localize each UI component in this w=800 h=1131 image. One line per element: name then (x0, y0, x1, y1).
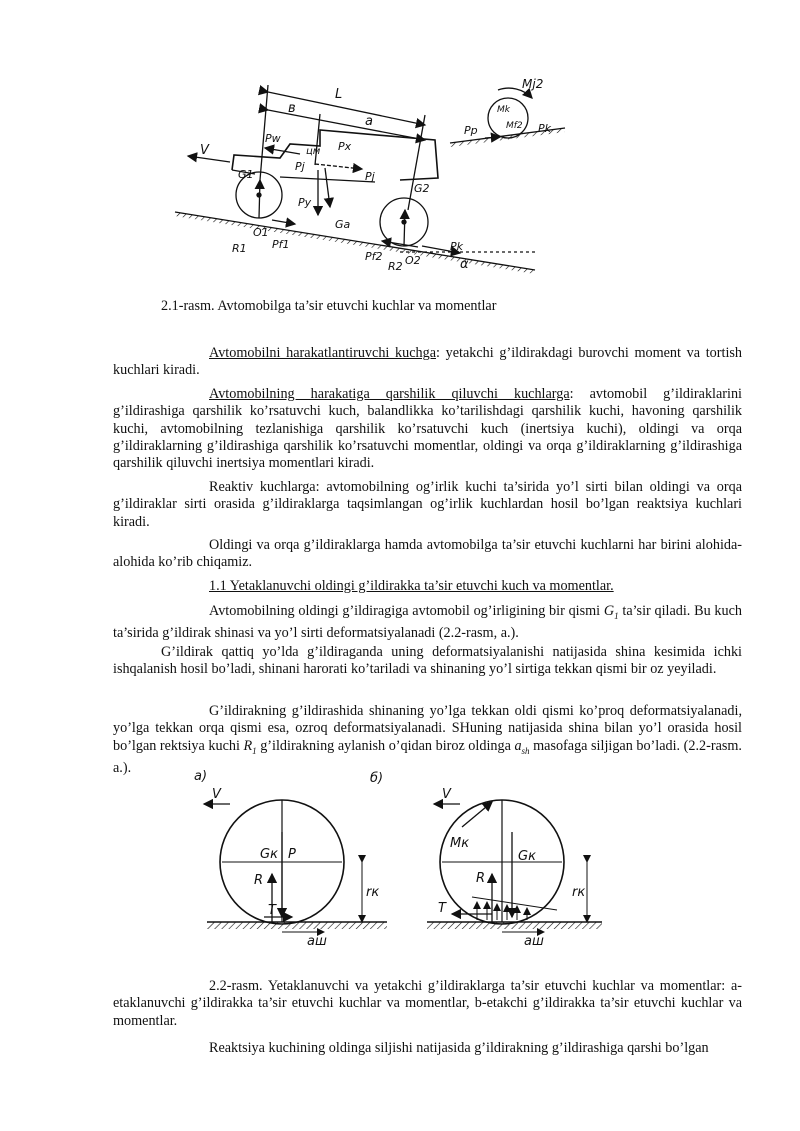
paragraph-resistance-forces-body: : avtomobil g’ildiraklarini g’ildirashiga qarshilik ko’rsatuvchi kuch, balandlikka ko’tarilishdagi qarshilik kuchi, havoning qarshilik kuchi, avtomobilning tezlanishiga qarshilik ko’rsatuvchi kuch (inertsiya kuchi), oldingi va orqa g’ildiraklarning g’ildirashiga qarshilik ko’rsatuvchi momentlar, oldingi va orqa g’ildiraklarning g’ildirashiga qarshilik qiluvchi inertsiya momentlari kiradi. (113, 386, 742, 472)
fig1-label-L: L (335, 87, 343, 102)
p5-text-a: Avtomobilning oldingi g’ildiragiga avtomobil og’irligining bir qismi (209, 603, 604, 619)
fig1-label-Mj2: Mj2 (522, 77, 544, 91)
paragraph-review: Oldingi va orqa g’ildiraklarga hamda avtomobilga ta’sir etuvchi kuchlarni har birini alohida-alohida ko’rib chiqamiz. (113, 537, 742, 571)
paragraph-hard-road: G’ildirak qattiq yo’lda g’ildiraganda uning deformatsiyalanishi natijasida shina kesimida ichki ishqalanish hosil bo’ladi, shinani harorati ko’tariladi va shinaning yo’l sirtiga tekkan qismi bir oz yeyiladi. (113, 644, 742, 678)
fig2-label-rk-a: rк (366, 885, 380, 900)
paragraph-driving-force-title: Avtomobilni harakatlantiruvchi kuchga (209, 345, 437, 361)
fig1-label-Pj2: Pj (365, 170, 375, 183)
fig1-label-alpha: α (460, 257, 469, 272)
paragraph-reaction-shift: Reaktsiya kuchining oldinga siljishi natijasida g’ildirakning g’ildirashiga qarshi bo’lgan (209, 1040, 709, 1056)
fig2-label-Mk-b: Mк (450, 836, 470, 851)
figure-2-2-wheel-forces (162, 762, 612, 972)
fig1-label-Pf2: Pf2 (365, 250, 383, 263)
fig1-label-b: в (288, 101, 296, 116)
fig1-label-Mf2: Mf2 (506, 121, 523, 131)
p7-symbol-a-sub: sh (521, 745, 530, 756)
paragraph-driving-force-body: : yetakchi g’ildirakdagi burovchi moment va tortish kuchlari kiradi. (113, 345, 742, 379)
figure-2-1-caption: 2.1-rasm. Avtomobilga ta’sir etuvchi kuchlar va momentlar (161, 298, 497, 314)
paragraph-driving-force (113, 345, 742, 380)
paragraph-resistance-forces (113, 386, 742, 472)
fig2-label-Gk-a: Gк (260, 847, 278, 862)
fig1-label-R1: R1 (232, 242, 247, 255)
fig1-label-Pj: Pj (295, 160, 305, 173)
figure-2-1-vehicle-forces (160, 70, 600, 286)
fig1-label-Pk2: Pk (538, 122, 552, 135)
fig2-label-ash-a: aш (307, 934, 327, 949)
p7-text-b: g’ildirakning aylanish o’qidan biroz oldinga (256, 737, 515, 754)
fig1-label-V: V (200, 143, 209, 158)
fig1-label-Pp: Pp (464, 124, 478, 137)
p7-text-c: masofaga siljigan bo’ladi. (2.2-rasm. a.). (113, 737, 742, 776)
fig1-label-O1: O1 (253, 226, 269, 239)
paragraph-front-wheel-weight (113, 603, 742, 642)
fig2-label-a: a) (194, 769, 208, 784)
p5-symbol-G-sub: 1 (614, 610, 619, 621)
fig2-label-P-a: P (288, 847, 296, 862)
p7-symbol-a: a (514, 737, 522, 754)
fig1-label-G1: G1 (238, 168, 254, 181)
fig1-label-Mk: Mk (497, 105, 510, 115)
fig2-label-Gk-b: Gк (518, 849, 536, 864)
fig1-label-Pw: Pw (265, 132, 281, 145)
p7-symbol-R: R (243, 737, 253, 754)
section-heading: 1.1 Yetaklanuvchi oldingi g’ildirakka ta’sir etuvchi kuch va momentlar. (209, 578, 614, 594)
p7-text-a: G’ildirakning g’ildirashida shinaning yo’lga tekkan oldi qismi ko’proq deformatsiyalanadi, yo’lga tekkan orqa qismi esa, ozroq deformatsiyalanadi. SHuning natijasida shina bilan yo’l orasida hosil bo’lgan rektsiya kuchi (113, 703, 742, 754)
paragraph-reactive-forces: Reaktiv kuchlarga: avtomobilning og’irlik kuchi ta’sirida yo’l sirti bilan oldingi va orqa g’ildiraklar sirti orasida g’ildiraklarga taqsimlangan og’irlik kuchlardan hosil bo’lgan reaktsiya kuchlari kiradi. (113, 479, 742, 530)
fig2-label-Va: V (212, 787, 221, 802)
p7-symbol-R-sub: 1 (252, 745, 257, 756)
fig2-label-T-a: T (268, 903, 276, 918)
fig1-label-Pf1: Pf1 (272, 238, 290, 251)
fig2-label-ash-b: aш (524, 934, 544, 949)
fig1-label-Pk: Pk (450, 240, 464, 253)
fig1-label-a: a (365, 114, 373, 129)
fig1-label-R2: R2 (388, 260, 403, 273)
fig1-label-Py: Py (298, 196, 312, 209)
fig2-label-b: б) (370, 771, 384, 786)
fig1-label-cm: цм (306, 146, 321, 157)
fig1-label-Px: Px (338, 140, 352, 153)
fig2-label-Vb: V (442, 787, 451, 802)
fig2-label-R-b: R (476, 871, 486, 886)
p5-symbol-G: G (603, 603, 615, 619)
fig1-label-O2: O2 (405, 254, 421, 267)
p5-text-b: ta’sir qiladi. Bu kuch ta’sirida g’ildirak shinasi va yo’l sirti deformatsiyalanadi (2.2-rasm, a.). (113, 603, 743, 642)
fig2-label-T-b: T (438, 901, 446, 916)
figure-2-2-caption: 2.2-rasm. Yetaklanuvchi va yetakchi g’ildiraklarga ta’sir etuvchi kuchlar va momentlar: a-etaklanuvchi g’ildirakka ta’sir etuvchi kuchlar va momentlar, b-etakchi g’ildirakka ta’sir etuvchi kuchlar va momentlar. (113, 978, 742, 1029)
fig1-label-G2: G2 (414, 182, 430, 195)
paragraph-resistance-forces-title: Avtomobilning harakatiga qarshilik qiluvchi kuchlarga (209, 386, 570, 402)
fig2-label-R-a: R (254, 873, 264, 888)
fig1-label-Ga: Ga (335, 218, 351, 231)
fig2-label-rk-b: rк (572, 885, 586, 900)
